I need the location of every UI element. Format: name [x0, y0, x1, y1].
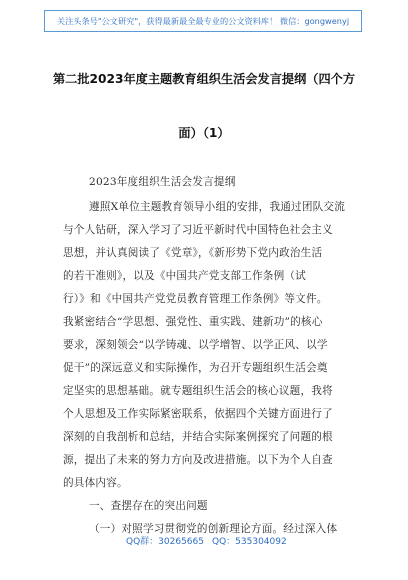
- header-banner: [44, 10, 362, 32]
- section-heading: 一、查摆存在的突出问题: [89, 500, 208, 512]
- body-line: 定坚实的思想基础。就专题组织生活会的核心议题，我将: [63, 385, 333, 397]
- footer-qq-group: QQ群：30265665: [126, 537, 204, 547]
- body-line: 的若干准则》，以及《中国共产党支部工作条例（试: [63, 270, 306, 282]
- footer-qq: QQ：535304092: [212, 537, 287, 547]
- body-line: 遵照X单位主题教育领导小组的安排，我通过团队交流: [89, 201, 345, 213]
- header-banner-text: 关注头条号"公文研究"，获得最新最全最专业的公文资料库！ 微信：gongwenyj: [56, 15, 350, 26]
- document-title-line2: 面）（1）: [178, 126, 230, 140]
- footer: [0, 534, 408, 548]
- body-line: 的具体内容。: [63, 477, 128, 489]
- body-line: 深刻的自我剖析和总结，并结合实际案例探究了问题的根: [63, 431, 333, 443]
- body-line: 促干”的深远意义和实际操作，为召开专题组织生活会奠: [63, 362, 328, 374]
- body-line: 源，提出了未来的努力方向及改进措施。以下为个人自查: [63, 454, 333, 466]
- body-line: 我紧密结合“学思想、强党性、重实践、建新功”的核心: [63, 316, 323, 328]
- body-line: 行）》和《中国共产党党员教育管理工作条例》等文件。: [63, 293, 328, 305]
- body-line: 思想，并认真阅读了《党章》，《新形势下党内政治生活: [63, 247, 323, 259]
- subtitle-line: 2023年度组织生活会发言提纲: [89, 176, 236, 188]
- body-line: （一）对照学习贯彻党的创新理论方面。经过深入体: [89, 523, 338, 535]
- body-line: 个人思想及工作实际紧密联系，依据四个关键方面进行了: [63, 408, 333, 420]
- document-title-line1: 第二批2023年度主题教育组织生活会发言提纲（四个方: [52, 72, 356, 86]
- body-line: 要求，深刻领会“以学铸魂、以学增智、以学正风、以学: [63, 339, 328, 351]
- body-line: 与个人钻研，深入学习了习近平新时代中国特色社会主义: [63, 224, 333, 236]
